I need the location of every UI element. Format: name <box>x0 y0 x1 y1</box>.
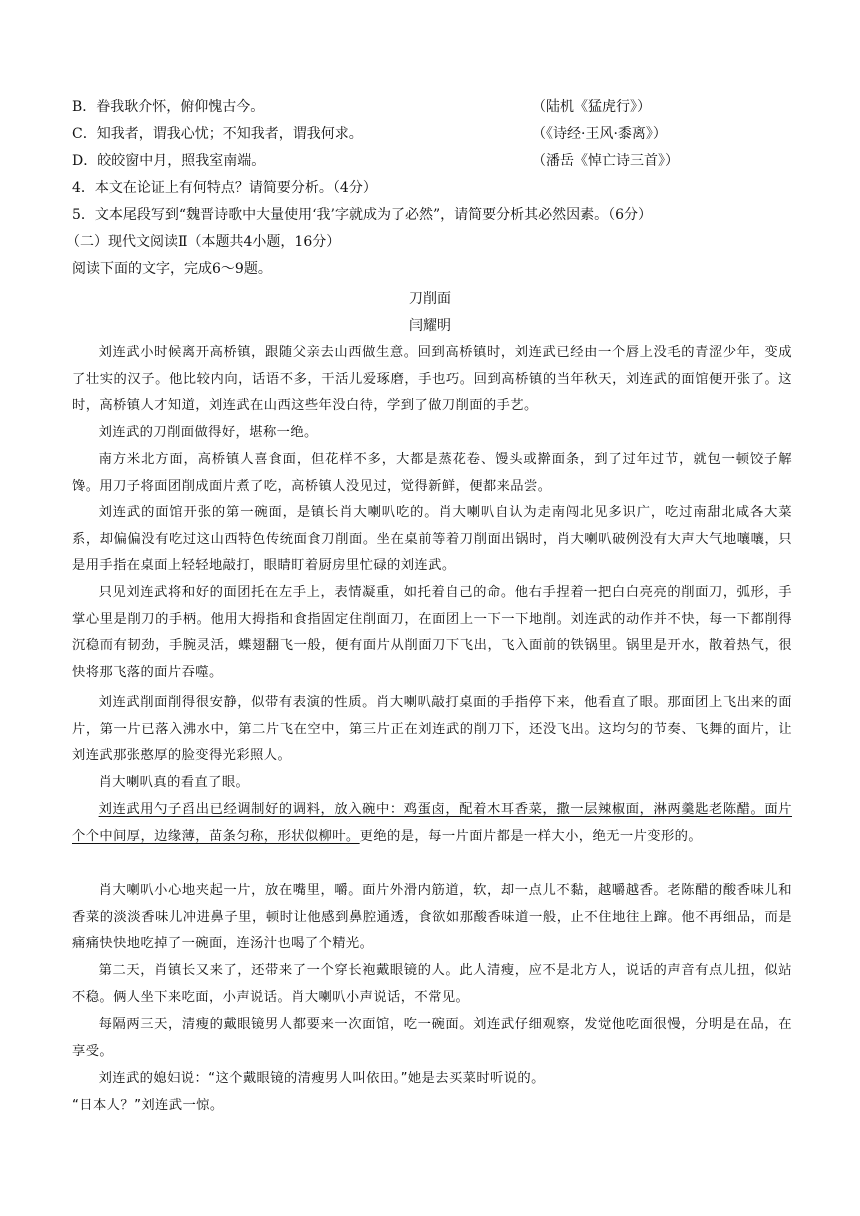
paragraph-2: 刘连武的刀削面做得好，堪称一绝。 <box>98 425 318 440</box>
paragraph-12: 刘连武的媳妇说：“这个戴眼镜的清瘦男人叫依田。”她是去买菜时听说的。 <box>98 1071 545 1086</box>
option-c-source: （《诗经·王风·黍离》） <box>532 126 667 142</box>
option-b-source: （陆机《猛虎行》） <box>532 99 651 115</box>
option-c-text: C．知我者，谓我心忧；不知我者，谓我何求。 <box>72 126 363 142</box>
section-instruction: 阅读下面的文字，完成6～9题。 <box>72 261 272 277</box>
paragraph-6: 刘连武削面削得很安静，似带有表演的性质。肖大喇叭敲打桌面的手指停下来，他看直了眼。那面团上飞出来的面片，第一片已落入沸水中，第二片飞在空中，第三片正在刘连武的削刀下，还没飞出。这均匀的节奏、飞舞的面片，让刘连武那张憨厚的脸变得光彩照人。 <box>72 695 792 764</box>
option-d-source: （潘岳《悼亡诗三首》） <box>532 153 679 169</box>
paragraph-10: 第二天，肖镇长又来了，还带来了一个穿长袍戴眼镜的人。此人清瘦，应不是北方人，说话的声音有点儿扭，似站不稳。俩人坐下来吃面，小声说话。肖大喇叭小声说话，不常见。 <box>72 963 792 1005</box>
paragraph-4: 刘连武的面馆开张的第一碗面，是镇长肖大喇叭吃的。肖大喇叭自认为走南闯北见多识广，吃过南甜北咸各大菜系，却偏偏没有吃过这山西特色传统面食刀削面。坐在桌前等着刀削面出锅时，肖大喇叭破例没有大声大气地嚷嚷，只是用手指在桌面上轻轻地敲打，眼睛盯着厨房里忙碌的刘连武。 <box>72 505 792 574</box>
question-4: 4．本文在论证上有何特点？请简要分析。（4分） <box>72 180 377 196</box>
question-5: 5．文本尾段写到“魏晋诗歌中大量使用‘我’字就成为了必然”，请简要分析其必然因素。（6分） <box>72 207 653 223</box>
option-d <box>72 148 792 174</box>
section-heading: （二）现代文阅读Ⅱ（本题共4小题，16分） <box>66 234 341 250</box>
paragraph-8 <box>72 797 792 850</box>
paragraph-3: 南方米北方面，高桥镇人喜食面，但花样不多，大都是蒸花卷、馒头或擀面条，到了过年过节，就包一顿饺子解馋。用刀子将面团削成面片煮了吃，高桥镇人没见过，觉得新鲜，便都来品尝。 <box>72 452 792 494</box>
paragraph-8-rest: 更绝的是，每一片面片都是一样大小，绝无一片变形的。 <box>359 828 703 844</box>
option-d-text: D．皎皎窗中月，照我室南端。 <box>72 153 266 169</box>
paragraph-7: 肖大喇叭真的看直了眼。 <box>98 775 250 790</box>
option-b-text: B．眷我耿介怀，俯仰愧古今。 <box>72 99 265 115</box>
paragraph-13: “日本人？”刘连武一惊。 <box>72 1098 224 1113</box>
story-author: 闫耀明 <box>409 318 451 334</box>
paragraph-11: 每隔两三天，清瘦的戴眼镜男人都要来一次面馆，吃一碗面。刘连武仔细观察，发觉他吃面很慢，分明是在品，在享受。 <box>72 1017 792 1059</box>
underlined-passage: 刘连武用勺子舀出已经调制好的调料，放入碗中：鸡蛋卤，配着木耳香菜，撒一层辣椒面，淋两羹匙老陈醋。面片个个中间厚，边缘薄，苗条匀称，形状似柳叶。 <box>72 802 792 844</box>
option-c <box>72 121 792 147</box>
paragraph-9: 肖大喇叭小心地夹起一片，放在嘴里，嚼。面片外滑内筋道，软，却一点儿不黏，越嚼越香。老陈醋的酸香味儿和香菜的淡淡香味儿冲进鼻子里，顿时让他感到鼻腔通透，食欲如那酸香味道一般，止不住地往上蹿。他不再细品，而是痛痛快快地吃掉了一碗面，连汤汁也喝了个精光。 <box>72 883 792 952</box>
story-title: 刀削面 <box>409 291 451 307</box>
paragraph-1: 刘连武小时候离开高桥镇，跟随父亲去山西做生意。回到高桥镇时，刘连武已经由一个唇上没毛的青涩少年，变成了壮实的汉子。他比较内向，话语不多，干活儿爱琢磨，手也巧。回到高桥镇的当年秋天，刘连武的面馆便开张了。这时，高桥镇人才知道，刘连武在山西这些年没白待，学到了做刀削面的手艺。 <box>72 345 792 414</box>
option-b <box>72 94 792 120</box>
paragraph-5: 只见刘连武将和好的面团托在左手上，表情凝重，如托着自己的命。他右手捏着一把白白亮亮的削面刀，弧形，手掌心里是削刀的手柄。他用大拇指和食指固定住削面刀，在面团上一下一下地削。刘连武的动作并不快，每一下都削得沉稳而有韧劲，手腕灵活，蝶翅翻飞一般，便有面片从削面刀下飞出，飞入面前的铁锅里。锅里是开水，散着热气，很快将那飞落的面片吞噬。 <box>72 585 792 680</box>
